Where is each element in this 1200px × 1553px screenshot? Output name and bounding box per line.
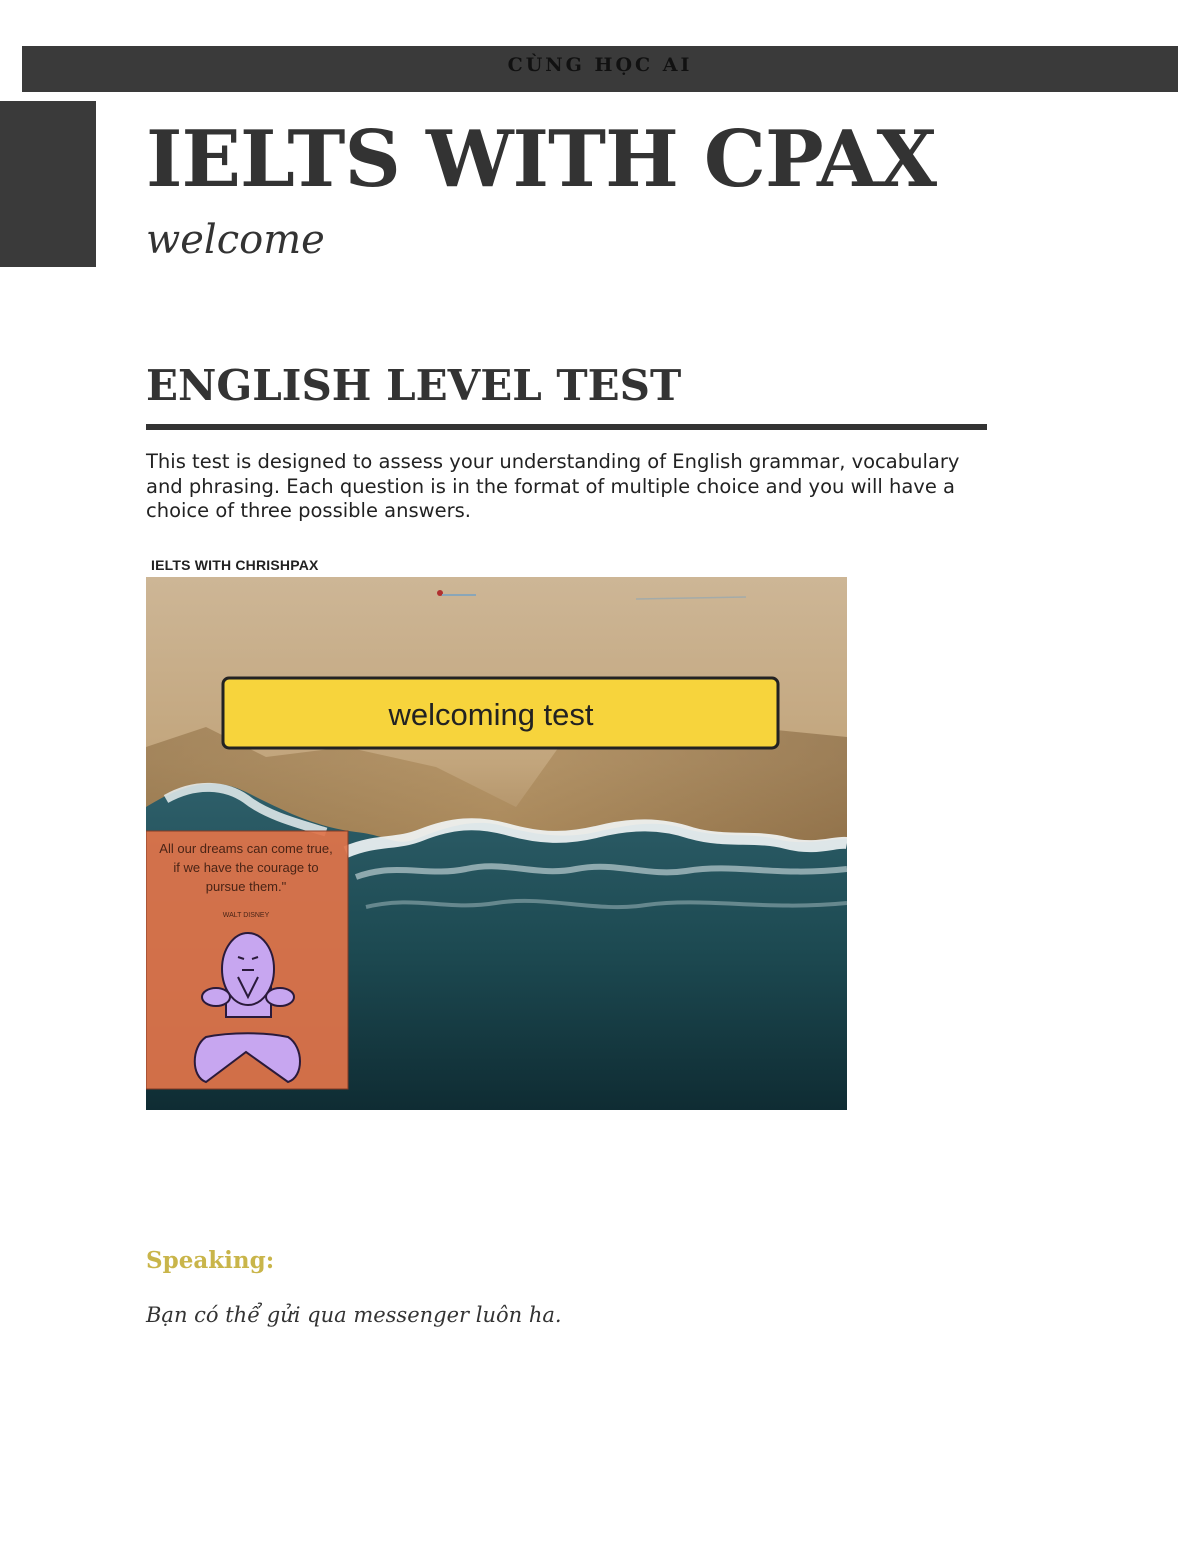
document-subtitle: welcome (146, 217, 325, 263)
banner-text: welcoming test (388, 697, 594, 732)
heading-underline (146, 424, 987, 430)
quote-line-3: pursue them." (205, 879, 287, 894)
quote-line-2: if we have the courage to (173, 860, 319, 875)
welcome-banner (223, 678, 778, 748)
intro-paragraph: This test is designed to assess your understanding of English grammar, vocabulary and phrasing. Each question is in the format of multiple choice and you will have a choice of three possible answers. (146, 450, 960, 522)
quote-author: WALT DISNEY (222, 912, 270, 919)
section-heading: ENGLISH LEVEL TEST (146, 361, 682, 410)
image-caption: IELTS WITH CHRISHPAX (151, 557, 319, 573)
beach-banner-image (146, 577, 847, 1110)
header-bar (22, 46, 1178, 92)
side-accent-block (0, 101, 96, 267)
quote-card (146, 831, 348, 1089)
header-bar-text: CÙNG HỌC AI (507, 54, 693, 76)
quote-line-1: All our dreams can come true, (159, 841, 333, 856)
speaking-label: Speaking: (146, 1247, 275, 1274)
speaking-note: Bạn có thể gửi qua messenger luôn ha. (146, 1303, 562, 1327)
document-title: IELTS WITH CPAX (146, 114, 937, 205)
